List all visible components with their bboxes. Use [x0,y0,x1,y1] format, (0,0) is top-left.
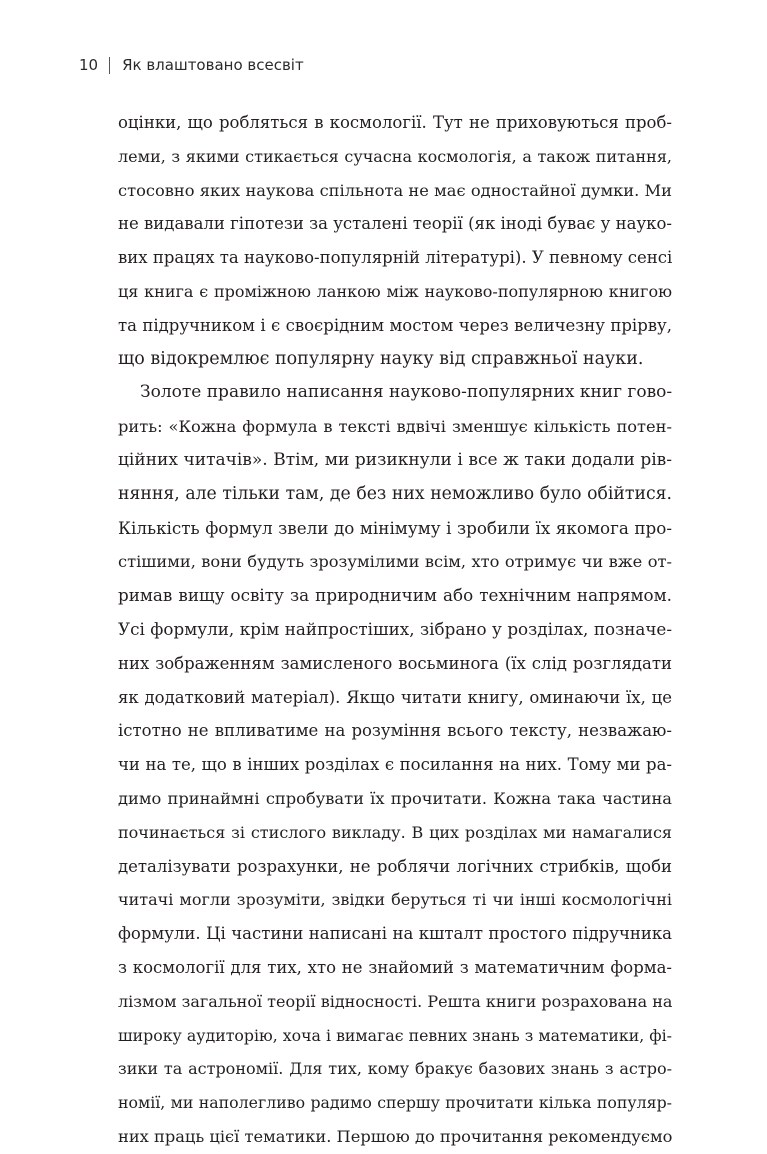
text-line: що відокремлює популярну науку від справжньої науки. [118,348,644,369]
running-header [79,53,304,77]
text-line: не видавали гіпотези за усталені теорії (як іноді буває у науко- [118,214,672,234]
text-line: них праць цієї тематики. Першою до прочитання рекомендуємо [118,1126,673,1146]
text-line: читачі могли зрозуміти, звідки беруться ті чи інші космологічні [118,890,672,910]
running-title: Як влаштовано всесвіт [122,56,304,74]
text-line: ційних читачів». Втім, ми ризикнули і все ж таки додали рів- [118,449,672,470]
text-line: Усі формули, крім найпростіших, зібрано у розділах, позначе- [118,618,672,639]
page-number: 10 [79,56,99,74]
text-line: починається зі стислого викладу. В цих розділах ми намагалися [118,822,672,842]
text-line: оцінки, що робляться в космології. Тут не приховуються проб- [118,113,672,132]
text-line: димо принаймні спробувати їх прочитати. Кожна така частина [118,788,672,808]
text-line: них зображенням замисленого восьминога (їх слід розглядати [118,653,672,673]
text-line: формули. Ці частини написані на кшталт простого підручника [118,924,672,944]
text-line: лізмом загальної теорії відносності. Решта книги розрахована на [118,991,673,1011]
text-line: вих працях та науково-популярній літературі). У певному сенсі [118,248,673,268]
body-text [118,106,672,1154]
text-line: як додатковий матеріал). Якщо читати книгу, оминаючи їх, це [118,687,672,707]
header-divider [109,57,110,74]
text-line: ця книга є проміжною ланкою між науково-популярною книгою [118,281,672,301]
text-line: номії, ми наполегливо радимо спершу прочитати кілька популяр- [118,1093,672,1113]
text-line: няння, але тільки там, де без них неможливо було обійтися. [118,483,672,504]
text-line: зики та астрономії. Для тих, кому бракує базових знань з астро- [118,1059,672,1079]
text-line: широку аудиторію, хоча і вимагає певних знань з математики, фі- [118,1025,672,1045]
text-line: деталізувати розрахунки, не роблячи логічних стрибків, щоби [118,856,672,876]
text-line: та підручником і є своєрідним мостом через величезну прірву, [118,315,672,335]
text-line: стосовно яких наукова спільнота не має одностайної думки. Ми [118,180,672,200]
text-line: стішими, вони будуть зрозумілими всім, хто отримує чи вже от- [118,552,672,572]
text-line: з космології для тих, хто не знайомий з математичним форма- [118,957,672,977]
text-line: римав вищу освіту за природничим або технічним напрямом. [118,585,672,606]
text-line: Кількість формул звели до мінімуму і зробили їх якомога про- [118,517,672,538]
text-line: чи на те, що в інших розділах є посилання на них. Тому ми ра- [118,755,672,775]
paragraph-start-line: Золоте правило написання науково-популярних книг гово- [140,382,673,403]
text-line: рить: «Кожна формула в тексті вдвічі зменшує кількість потен- [118,417,672,437]
text-line: леми, з якими стикається сучасна космологія, а також питання, [118,146,672,166]
text-line: істотно не впливатиме на розуміння всього тексту, незважаю- [118,721,672,741]
